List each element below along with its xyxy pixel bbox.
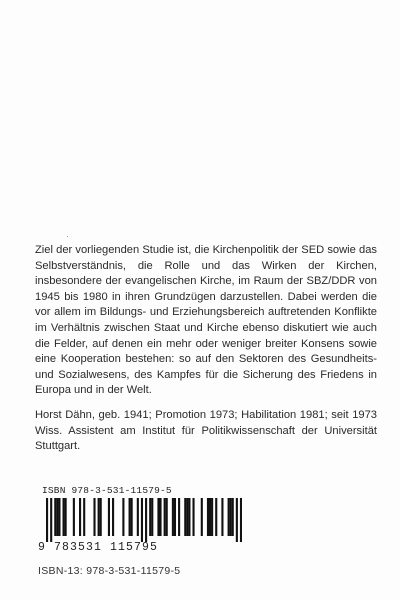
barcode-bar: [145, 498, 147, 542]
barcode-bar: [141, 498, 143, 542]
barcode-bar: [228, 498, 230, 536]
barcode-bar: [172, 498, 174, 536]
barcode-bar: [215, 498, 217, 536]
barcode-bar: [137, 498, 139, 536]
barcode-bar: [211, 498, 213, 536]
barcode-bar: [129, 498, 131, 536]
barcode-bar: [157, 498, 159, 536]
barcode-digits: 9 783531 115795: [38, 541, 159, 554]
barcode-bar: [186, 498, 188, 536]
barcode-bar: [164, 498, 166, 536]
barcode-bar: [166, 498, 168, 536]
barcode-bar: [50, 498, 52, 542]
barcode-bar: [54, 498, 56, 536]
barcode-bar: [79, 498, 81, 536]
description-paragraph: Ziel der vorliegenden Studie ist, die Kirchenpolitik der SED sowie das Selbstverständnis, die Rolle und das Wirken der Kirchen, insbesondere der evangelischen Kirche, im Raum der SBZ/DDR von 1945 bis 1980 in ihren Grundzügen darzustellen. Dabei werden die vor allem im Bildungs- und Erziehungsbereich auftretenden Konflikte im Verhältnis zwischen Staat und Kirche ebenso diskutiert wie auch die Felder, auf denen ein mehr oder weniger breiter Konsens sowie eine Kooperation bestehen: so auf den Sektoren des Gesundheits- und Sozialwesens, des Kampfes für die Sicherung des Friedens in Europa und in der Welt.: [35, 244, 377, 397]
barcode-bar: [149, 498, 151, 536]
barcode-bar: [56, 498, 58, 536]
barcode: [36, 483, 248, 555]
barcode-bar: [100, 498, 102, 536]
barcode-bar: [188, 498, 190, 536]
barcode-bar: [65, 498, 67, 536]
barcode-bar: [221, 498, 223, 536]
barcode-bar: [236, 498, 238, 542]
barcode-bar: [209, 498, 211, 536]
barcode-bar: [83, 498, 85, 536]
barcode-bar: [108, 498, 110, 536]
barcode-bar: [151, 498, 153, 536]
barcode-bar: [73, 498, 75, 536]
barcode-bar: [58, 498, 60, 536]
barcode-bars: [46, 498, 242, 542]
print-speck: [67, 236, 68, 237]
barcode-bar: [174, 498, 176, 536]
barcode-bar: [46, 498, 48, 542]
barcode-bar: [240, 498, 242, 542]
barcode-bar: [122, 498, 124, 536]
barcode-bar: [207, 498, 209, 536]
barcode-bar: [131, 498, 133, 536]
barcode-bar: [230, 498, 232, 536]
author-bio: [35, 408, 377, 455]
barcode-bar: [93, 498, 95, 536]
book-description: [35, 243, 377, 399]
barcode-bar: [201, 498, 203, 536]
barcode-bar: [112, 498, 114, 536]
barcode-bar: [98, 498, 100, 536]
isbn-13-label: ISBN-13: 978-3-531-11579-5: [38, 565, 181, 577]
barcode-isbn-label: ISBN 978-3-531-11579-5: [42, 485, 172, 496]
barcode-bar: [232, 498, 234, 536]
barcode-bar: [178, 498, 180, 536]
barcode-bar: [63, 498, 65, 536]
barcode-bar: [159, 498, 161, 536]
barcode-bar: [192, 498, 194, 536]
author-bio-text: Horst Dähn, geb. 1941; Promotion 1973; Habilitation 1981; seit 1973 Wiss. Assistent am Institut für Politikwissenschaft der Universität Stuttgart.: [35, 409, 377, 453]
barcode-bar: [184, 498, 186, 536]
